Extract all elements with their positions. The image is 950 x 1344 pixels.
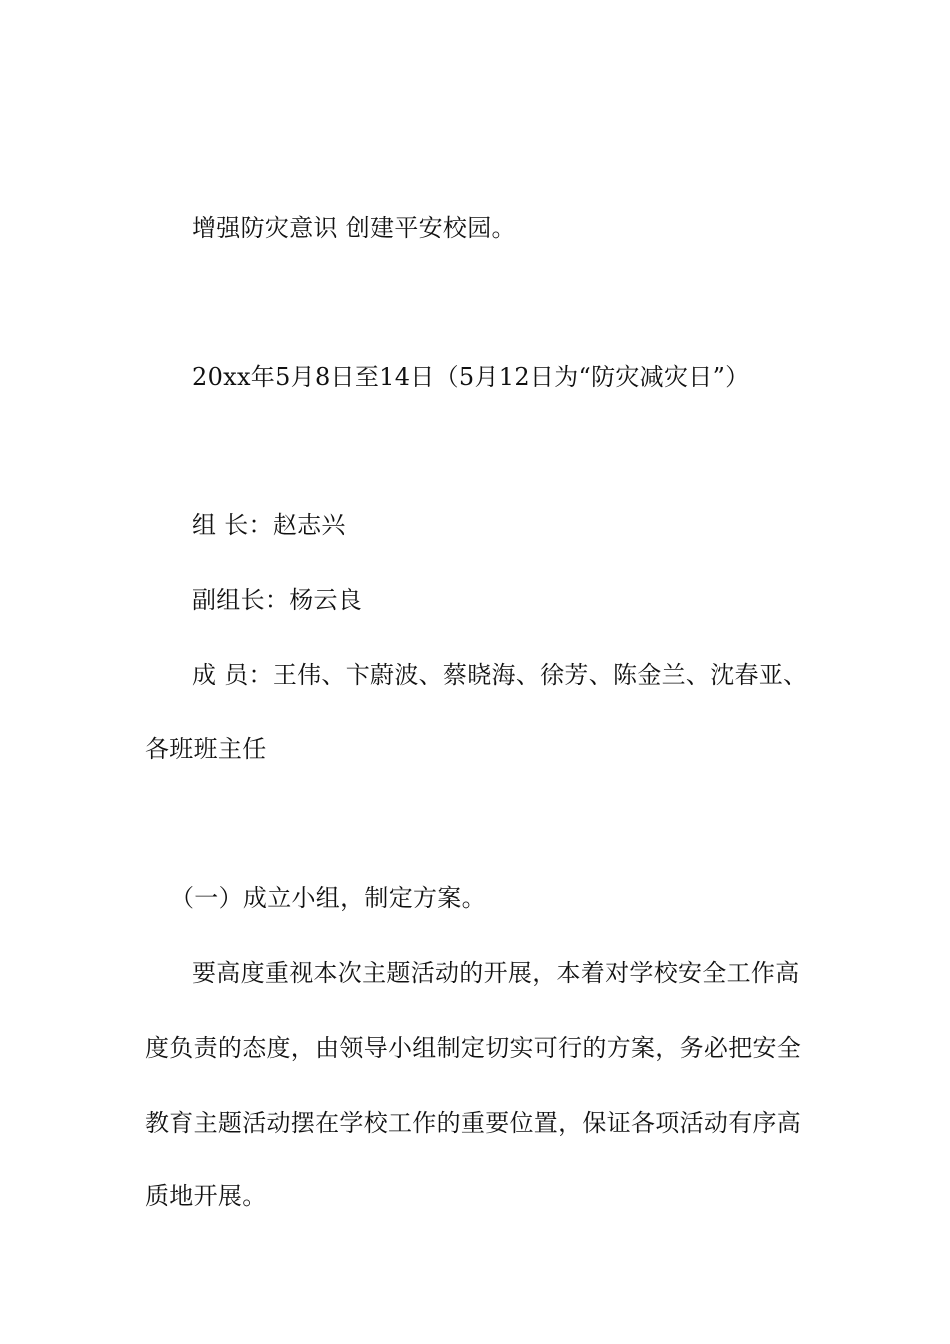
members-line-1: 成 员：王伟、卞蔚波、蔡晓海、徐芳、陈金兰、沈春亚、 <box>192 661 808 689</box>
deputy-leader-line: 副组长：杨云良 <box>192 586 363 614</box>
leader-line: 组 长：赵志兴 <box>192 511 346 539</box>
paragraph-line-2: 度负责的态度，由领导小组制定切实可行的方案，务必把安全 <box>145 1034 802 1062</box>
paragraph-line-3: 教育主题活动摆在学校工作的重要位置，保证各项活动有序高 <box>145 1109 802 1137</box>
section-heading: （一）成立小组，制定方案。 <box>170 884 486 912</box>
date-line: 20xx年5月8日至14日（5月12日为“防灾减灾日”） <box>192 363 750 391</box>
paragraph-line-1: 要高度重视本次主题活动的开展，本着对学校安全工作高 <box>192 959 800 987</box>
members-line-2: 各班班主任 <box>145 735 267 763</box>
theme-line: 增强防灾意识 创建平安校园。 <box>192 214 516 242</box>
paragraph-line-4: 质地开展。 <box>145 1182 267 1210</box>
